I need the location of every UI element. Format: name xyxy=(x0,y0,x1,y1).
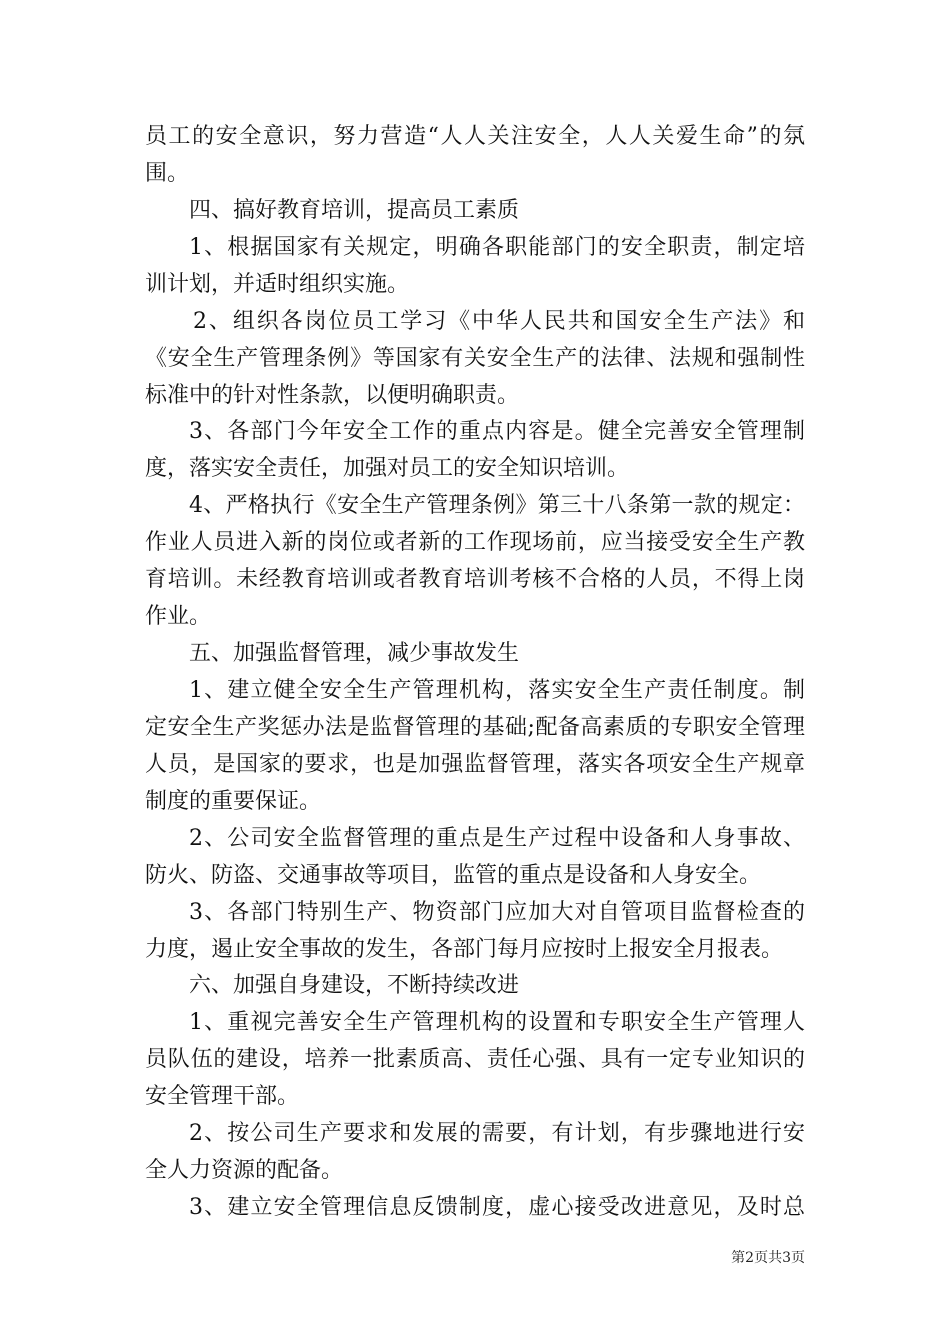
text-line: 1、根据国家有关规定，明确各职能部门的安全职责，制定培 xyxy=(189,234,805,260)
text-line: 2、公司安全监督管理的重点是生产过程中设备和人身事故、 xyxy=(189,825,805,851)
text-line: 训计划，并适时组织实施。 xyxy=(145,271,410,297)
text-line: 作业。 xyxy=(145,604,212,630)
text-line: 安全管理干部。 xyxy=(145,1084,300,1110)
text-line: 围。 xyxy=(145,160,190,186)
text-line: 制度的重要保证。 xyxy=(145,788,322,814)
text-line: 1、建立健全安全生产管理机构，落实安全生产责任制度。制 xyxy=(189,678,805,703)
text-line: 2、组织各岗位员工学习《中华人民共和国安全生产法》和 xyxy=(193,308,805,334)
text-line: 六、加强自身建设，不断持续改进 xyxy=(189,973,520,999)
text-line: 四、搞好教育培训，提高员工素质 xyxy=(189,197,520,223)
text-line: 4、严格执行《安全生产管理条例》第三十八条第一款的规定： xyxy=(189,493,805,519)
text-line: 全人力资源的配备。 xyxy=(145,1158,344,1183)
text-line: 员工的安全意识，努力营造“人人关注安全，人人关爱生命”的氛 xyxy=(145,124,805,149)
text-line: 定安全生产奖惩办法是监督管理的基础;配备高素质的专职安全管理 xyxy=(145,714,805,740)
text-line: 《安全生产管理条例》等国家有关安全生产的法律、法规和强制性 xyxy=(145,345,805,371)
text-line: 标准中的针对性条款，以便明确职责。 xyxy=(145,382,520,408)
text-line: 人员，是国家的要求，也是加强监督管理，落实各项安全生产规章 xyxy=(145,751,805,777)
text-line: 3、各部门特别生产、物资部门应加大对自管项目监督检查的 xyxy=(189,899,805,925)
page-number-footer: 第2页共3页 xyxy=(731,1250,805,1266)
text-line: 3、建立安全管理信息反馈制度，虚心接受改进意见，及时总 xyxy=(189,1195,805,1220)
text-line: 1、重视完善安全生产管理机构的设置和专职安全生产管理人 xyxy=(189,1010,805,1036)
text-line: 育培训。未经教育培训或者教育培训考核不合格的人员，不得上岗 xyxy=(145,567,805,593)
text-line: 2、按公司生产要求和发展的需要，有计划，有步骤地进行安 xyxy=(189,1121,805,1147)
text-line: 防火、防盗、交通事故等项目，监管的重点是设备和人身安全。 xyxy=(145,862,762,888)
text-line: 作业人员进入新的岗位或者新的工作现场前，应当接受安全生产教 xyxy=(145,530,805,556)
text-line: 度，落实安全责任，加强对员工的安全知识培训。 xyxy=(145,456,630,482)
text-line: 3、各部门今年安全工作的重点内容是。健全完善安全管理制 xyxy=(189,419,805,445)
text-line: 力度，遏止安全事故的发生，各部门每月应按时上报安全月报表。 xyxy=(145,936,784,962)
text-line: 员队伍的建设，培养一批素质高、责任心强、具有一定专业知识的 xyxy=(145,1047,805,1073)
text-line: 五、加强监督管理，减少事故发生 xyxy=(189,641,520,666)
